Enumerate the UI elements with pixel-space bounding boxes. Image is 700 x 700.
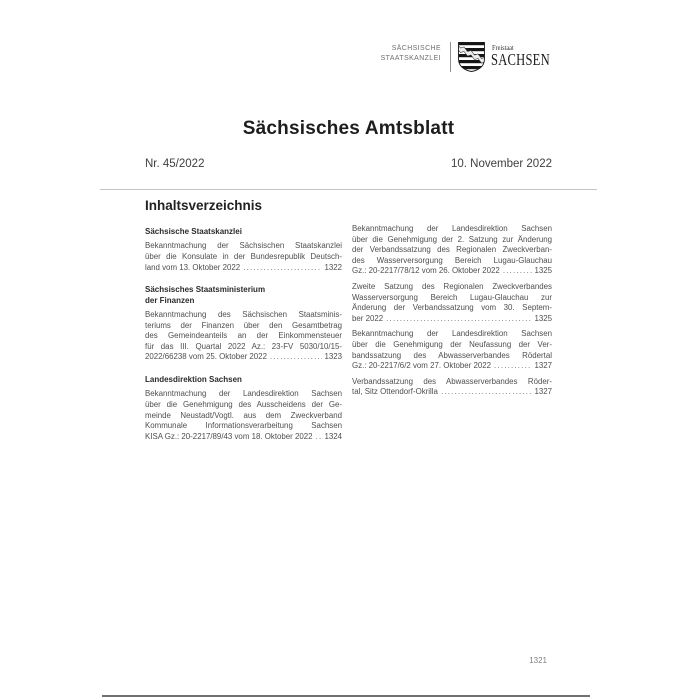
saxony-coat-of-arms-icon (457, 42, 486, 72)
toc-entry (352, 377, 552, 398)
toc-section-title-line: der Finanzen (145, 295, 195, 305)
dot-leader-icon (243, 263, 322, 274)
toc-entry-line: Verbandssatzung des Abwasserverbandes Röder- (352, 376, 552, 386)
dot-leader-icon (503, 266, 533, 277)
toc-section-title-line: Landesdirektion Sachsen (145, 374, 242, 384)
org-name-line: STAATSKANZLEI (380, 54, 441, 62)
page-title: Sächsisches Amtsblatt (242, 118, 455, 139)
footer-rule (102, 695, 590, 697)
brand-sachsen: SACHSEN (491, 50, 550, 69)
toc-entry-lastline (352, 314, 552, 325)
toc-entry-line: über die Genehmigung des Ausscheidens der Ge- (145, 399, 342, 409)
toc-entry-line: Bekanntmachung des Sächsischen Staatsminis- (145, 310, 342, 319)
toc-entry-line: KISA Gz.: 20-2217/89/43 vom 18. Oktober 2022 (145, 431, 313, 441)
toc-entry (352, 282, 552, 324)
issue-date: 10. November 2022 (450, 158, 552, 170)
toc-entry-line: des Gemeindeanteils an der Einkommensteuer (145, 331, 342, 341)
toc-section-title-line: Sächsische Staatskanzlei (145, 227, 242, 236)
toc-section-title-line: Sächsisches Staatsministerium (145, 285, 266, 295)
toc-entry-line: tal, Sitz Ottendorf-Okrilla (352, 387, 438, 397)
toc-entry-lastline (352, 361, 552, 372)
toc-entry-line: der Verbandssatzung des Regionalen Zweckverban- (352, 245, 552, 255)
toc-entry-line: Bekanntmachung der Sächsischen Staatskanzlei (145, 241, 342, 251)
toc-entry-line: teriums der Finanzen über den Gesamtbetrag (145, 320, 342, 330)
toc-section-title (145, 227, 342, 237)
toc-entry-line: Bekanntmachung der Landesdirektion Sachsen (145, 389, 342, 399)
org-name-line: SÄCHSISCHE (391, 45, 441, 52)
toc-column-left (145, 224, 342, 447)
header-rule (100, 189, 597, 190)
toc-entry-page: 1325 (534, 313, 552, 323)
toc-entry-line: 2022/66238 vom 25. Oktober 2022 (145, 352, 267, 362)
toc-entry-lastline (352, 387, 552, 398)
toc-entry (352, 224, 552, 277)
toc-entry-line: des Wasserversorgung Bereich Lugau-Glauchau (352, 255, 552, 265)
toc-entry-lastline (145, 432, 342, 443)
toc-section-title (145, 375, 342, 385)
toc-entry-line: Änderung der Verbandssatzung vom 30. Septem- (352, 303, 552, 313)
toc-entry-page: 1322 (324, 262, 342, 272)
dot-leader-icon (386, 314, 532, 325)
toc-entry-line: über die Genehmigung der 2. Satzung zur Änderung (352, 234, 552, 244)
toc-entry-line: über die Genehmigung der Neufassung der Ver- (352, 339, 552, 349)
toc-entry-line: Bekanntmachung der Landesdirektion Sachsen (352, 329, 552, 339)
toc-column-right (352, 224, 552, 403)
toc-entry-line: Wasserversorgung Bereich Lugau-Glauchau zur (352, 292, 552, 302)
toc-entry-line: land vom 13. Oktober 2022 (145, 262, 241, 272)
toc-entry-line: Gz.: 20-2217/78/12 vom 26. Oktober 2022 (352, 266, 500, 276)
toc-entry-page: 1327 (534, 361, 552, 371)
toc-entry-line: für das III. Quartal 2022 Az.: 23-FV 5030/10/15- (145, 341, 342, 351)
toc-entry-line: Gz.: 20-2217/6/2 vom 27. Oktober 2022 (352, 361, 492, 371)
toc-entry-lastline (145, 263, 342, 274)
issue-row (145, 158, 552, 170)
brand-freistaat: Freistaat (492, 43, 514, 52)
toc-entry-line: bandssatzung des Abwasserverbandes Rödertal (352, 350, 552, 360)
toc-entry (145, 241, 342, 273)
toc-entry-lastline (352, 266, 552, 277)
dot-leader-icon (494, 361, 532, 372)
toc-entry-lastline (145, 352, 342, 363)
toc-heading: Inhaltsverzeichnis (145, 198, 263, 213)
org-name (352, 44, 441, 63)
toc-entry (145, 389, 342, 442)
toc-entry-line: über die Konsulate in der Bundesrepublik Deutsch- (145, 252, 342, 261)
toc-entry-page: 1323 (324, 352, 342, 362)
toc-entry-page: 1324 (324, 431, 342, 441)
toc-entry-line: ber 2022 (352, 313, 384, 323)
toc-section-title (145, 285, 342, 306)
toc-entry-page: 1325 (534, 266, 552, 276)
dot-leader-icon (270, 352, 322, 363)
toc-entry-line: Kommunale Informationsverarbeitung Sachsen (145, 421, 342, 431)
toc-entry (352, 329, 552, 371)
issue-number: Nr. 45/2022 (145, 158, 205, 170)
dot-leader-icon (316, 432, 323, 443)
toc-entry-line: meinde Neustadt/Vogtl. aus dem Zweckverband (145, 410, 342, 420)
toc-entry-line: Zweite Satzung des Regionalen Zweckverbandes (352, 281, 552, 291)
dot-leader-icon (441, 387, 532, 398)
logo-divider (450, 42, 451, 72)
toc-entry (145, 310, 342, 363)
footer-page-number: 1321 (529, 656, 547, 665)
toc-entry-page: 1327 (534, 387, 552, 397)
toc-entry-line: Bekanntmachung der Landesdirektion Sachsen (352, 224, 552, 233)
